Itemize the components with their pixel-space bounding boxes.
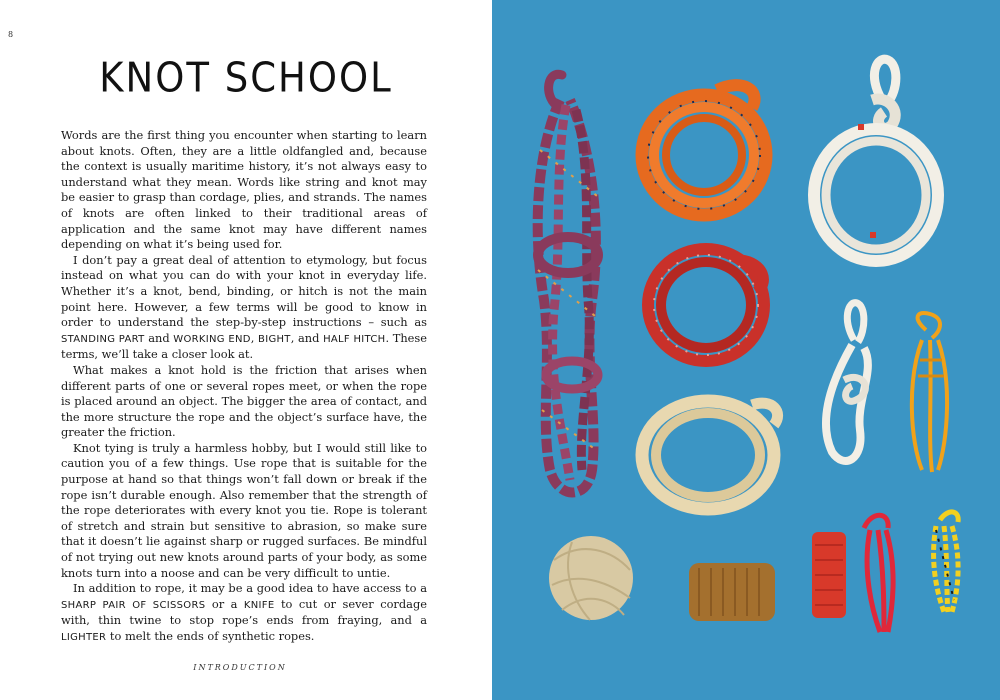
term-knife: KNIFE bbox=[243, 599, 275, 611]
red-twine-spool bbox=[812, 532, 846, 618]
rope-collection-photo bbox=[492, 0, 1000, 700]
paragraph-4: Knot tying is truly a harmless hobby, but I would still like to caution you of a few things. Use rope that is suitable for the purpose at hand so that things won’t fall down or break if the rope isn’t durable enough. Also remember that the strength of the rope deteriorates with every knot you tie. Rope is tolerant of stretch and strain but sensitive to abrasion, so make sure that it doesn’t lie against sharp or rugged surfaces. Be mindful of not trying out new knots around parts of your body, as some knots turn into a noose and can be very difficult to untie. bbox=[61, 440, 427, 580]
paragraph-1: Words are the first thing you encounter when starting to learn about knots. Often, they are a little oldfangled and, because the context is usually maritime history, it’s not always easy to understand what they mean. Words like string and knot may be easier to grasp than cordage, plies, and strands. The names of knots are often linked to their traditional areas of application and the same knot may have different names depending on what it’s being used for. bbox=[61, 128, 427, 252]
white-rope-coil bbox=[814, 59, 938, 261]
red-rope-coil bbox=[648, 249, 764, 361]
term-working-end: WORKING END bbox=[173, 333, 251, 345]
paragraph-2 bbox=[61, 253, 427, 363]
paragraph-2-text: and bbox=[144, 330, 174, 345]
paragraph-5-text: or a bbox=[205, 596, 244, 611]
paragraph-2-text: , and bbox=[290, 330, 324, 345]
running-footer: INTRODUCTION bbox=[193, 663, 287, 672]
brown-twine-spool bbox=[689, 563, 775, 621]
yellow-cord-hank bbox=[912, 313, 947, 472]
paragraph-2-text: . These terms, we’ll take a closer look at. bbox=[61, 330, 427, 362]
body-text bbox=[61, 128, 427, 646]
jute-rope-coil bbox=[642, 401, 778, 509]
term-standing-part: STANDING PART bbox=[61, 333, 145, 345]
term-bight: BIGHT bbox=[258, 333, 291, 345]
purple-climbing-rope bbox=[538, 74, 602, 492]
page-title: KNOT SCHOOL bbox=[99, 53, 393, 102]
rope-photo-page bbox=[492, 0, 1000, 700]
twine-ball bbox=[549, 536, 633, 620]
paragraph-2-text: I don’t pay a great deal of attention to etymology, but focus instead on what you can do with your knot in everyday life. Whether it’s a knot, bend, binding, or hitch is not the main point here. However, a few terms will be good to know in order to understand the step-by-step instructions – such as bbox=[61, 252, 427, 330]
page-number: 8 bbox=[8, 30, 14, 39]
term-lighter: LIGHTER bbox=[61, 632, 107, 643]
term-half-hitch: HALF HITCH bbox=[323, 333, 386, 345]
paragraph-5-text: In addition to rope, it may be a good idea to have access to a bbox=[73, 581, 427, 596]
text-page bbox=[0, 0, 492, 700]
red-cord-hank bbox=[864, 515, 893, 632]
paragraph-5-text: to cut or sever cordage with, thin twine to stop rope’s ends from fraying, and a bbox=[61, 596, 427, 628]
paragraph-5 bbox=[61, 581, 427, 645]
orange-rope-coil bbox=[642, 85, 766, 215]
term-sharp-pair-of-scissors: SHARP PAIR OF SCISSORS bbox=[61, 599, 206, 611]
small-white-knot-rope bbox=[826, 303, 868, 461]
paragraph-5-text: to melt the ends of synthetic ropes. bbox=[106, 629, 315, 643]
paragraph-2-text: , bbox=[250, 330, 259, 345]
yellow-black-cord-hank bbox=[934, 512, 959, 612]
paragraph-3: What makes a knot hold is the friction that arises when different parts of one or several ropes meet, or when the rope is placed around an object. The bigger the area of contact, and the more structure the rope and the object’s surface have, the greater the friction. bbox=[61, 362, 427, 440]
